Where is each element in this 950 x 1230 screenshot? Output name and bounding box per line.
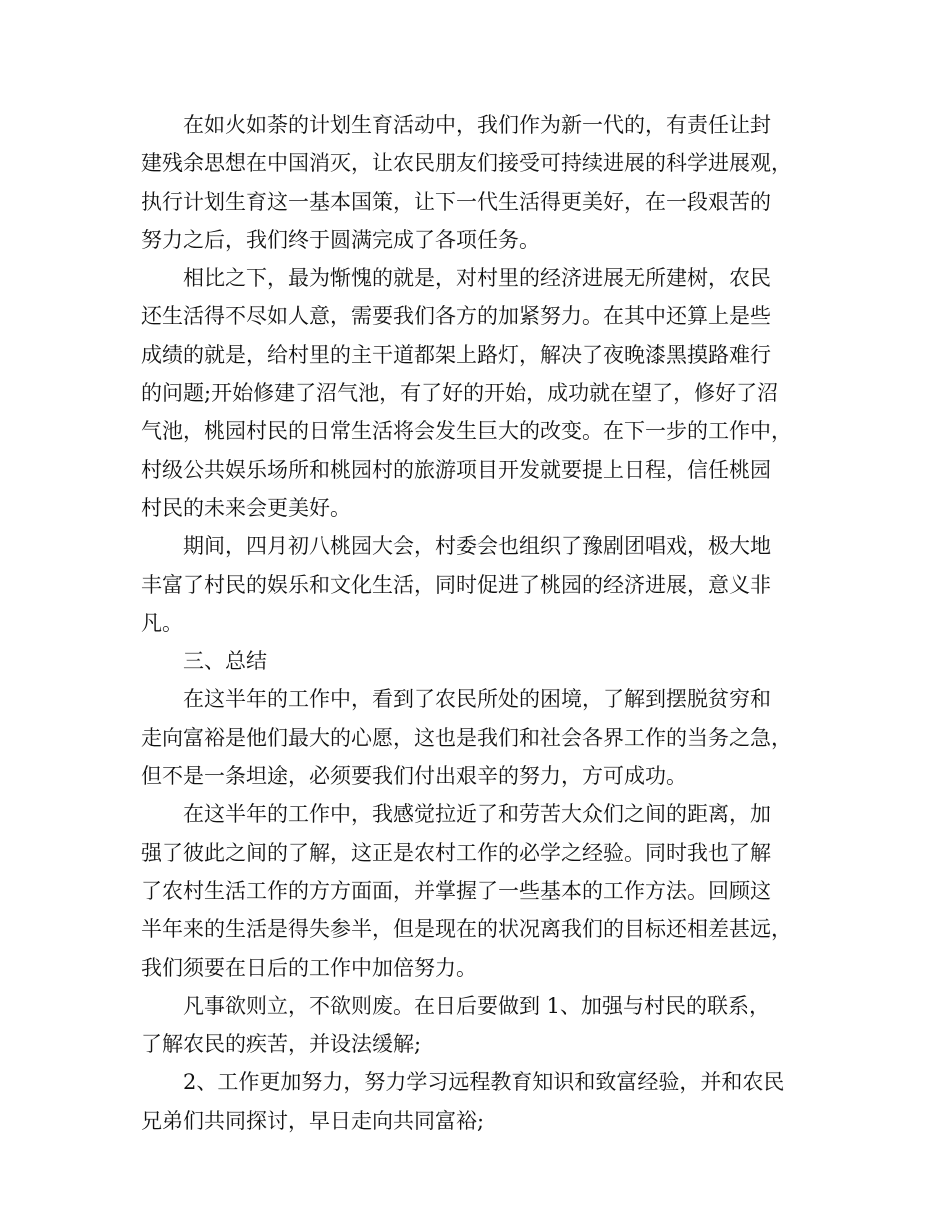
- text-line: 了农村生活工作的方方面面，并掌握了一些基本的工作方法。回顾这: [141, 878, 771, 903]
- text-line: 在这半年的工作中，我感觉拉近了和劳苦大众们之间的距离，加: [183, 802, 771, 827]
- document-body: [141, 106, 815, 1140]
- text-line: 半年来的生活是得失参半，但是现在的状况离我们的目标还相差甚远，: [141, 917, 792, 942]
- text-line: 村级公共娱乐场所和桃园村的旅游项目开发就要提上日程，信任桃园: [141, 457, 771, 482]
- text-line: 了解农民的疾苦，并设法缓解;: [141, 1032, 422, 1057]
- text-line: 但不是一条坦途，必须要我们付出艰辛的努力，方可成功。: [141, 764, 687, 789]
- text-line: 三、总结: [183, 649, 267, 674]
- text-line: 执行计划生育这一基本国策，让下一代生活得更美好，在一段艰苦的: [141, 189, 771, 214]
- text-line: 气池，桃园村民的日常生活将会发生巨大的改变。在下一步的工作中，: [141, 419, 792, 444]
- text-line: 的问题;开始修建了沼气池，有了好的开始，成功就在望了，修好了沼: [141, 381, 779, 406]
- text-line: 我们须要在日后的工作中加倍努力。: [141, 955, 477, 980]
- paragraph-plan-item-2: [141, 1063, 815, 1140]
- text-line: 凡。: [141, 610, 183, 635]
- text-line: 强了彼此之间的了解，这正是农村工作的必学之经验。同时我也了解: [141, 840, 771, 865]
- text-line: 期间，四月初八桃园大会，村委会也组织了豫剧团唱戏，极大地: [183, 534, 771, 559]
- text-line: 在这半年的工作中，看到了农民所处的困境，了解到摆脱贫穷和: [183, 687, 771, 712]
- text-line: 建残余思想在中国消灭，让农民朋友们接受可持续进展的科学进展观，: [141, 151, 792, 176]
- section-heading-summary: [141, 642, 815, 680]
- paragraph-taoyuan-fair: [141, 527, 815, 642]
- text-line: 成绩的就是，给村里的主干道都架上路灯，解决了夜晚漆黑摸路难行: [141, 342, 771, 367]
- paragraph-farmers-plight: [141, 680, 815, 795]
- text-line: 村民的未来会更美好。: [141, 495, 351, 520]
- text-line: 还生活得不尽如人意，需要我们各方的加紧努力。在其中还算上是些: [141, 304, 771, 329]
- text-line: 兄弟们共同探讨，早日走向共同富裕;: [141, 1108, 485, 1133]
- text-line: 凡事欲则立，不欲则废。在日后要做到 1、加强与村民的联系，: [183, 993, 771, 1018]
- paragraph-village-economy: [141, 259, 815, 527]
- paragraph-reflection: [141, 795, 815, 986]
- text-line: 努力之后，我们终于圆满完成了各项任务。: [141, 227, 540, 252]
- text-line: 走向富裕是他们最大的心愿，这也是我们和社会各界工作的当务之急，: [141, 725, 792, 750]
- paragraph-plan-item-1: [141, 987, 815, 1064]
- text-line: 相比之下，最为惭愧的就是，对村里的经济进展无所建树，农民: [183, 266, 771, 291]
- text-line: 2、工作更加努力，努力学习远程教育知识和致富经验，并和农民: [183, 1070, 785, 1095]
- text-line: 在如火如荼的计划生育活动中，我们作为新一代的，有责任让封: [183, 113, 771, 137]
- text-line: 丰富了村民的娱乐和文化生活，同时促进了桃园的经济进展，意义非: [141, 572, 771, 597]
- paragraph-family-planning: [141, 106, 815, 259]
